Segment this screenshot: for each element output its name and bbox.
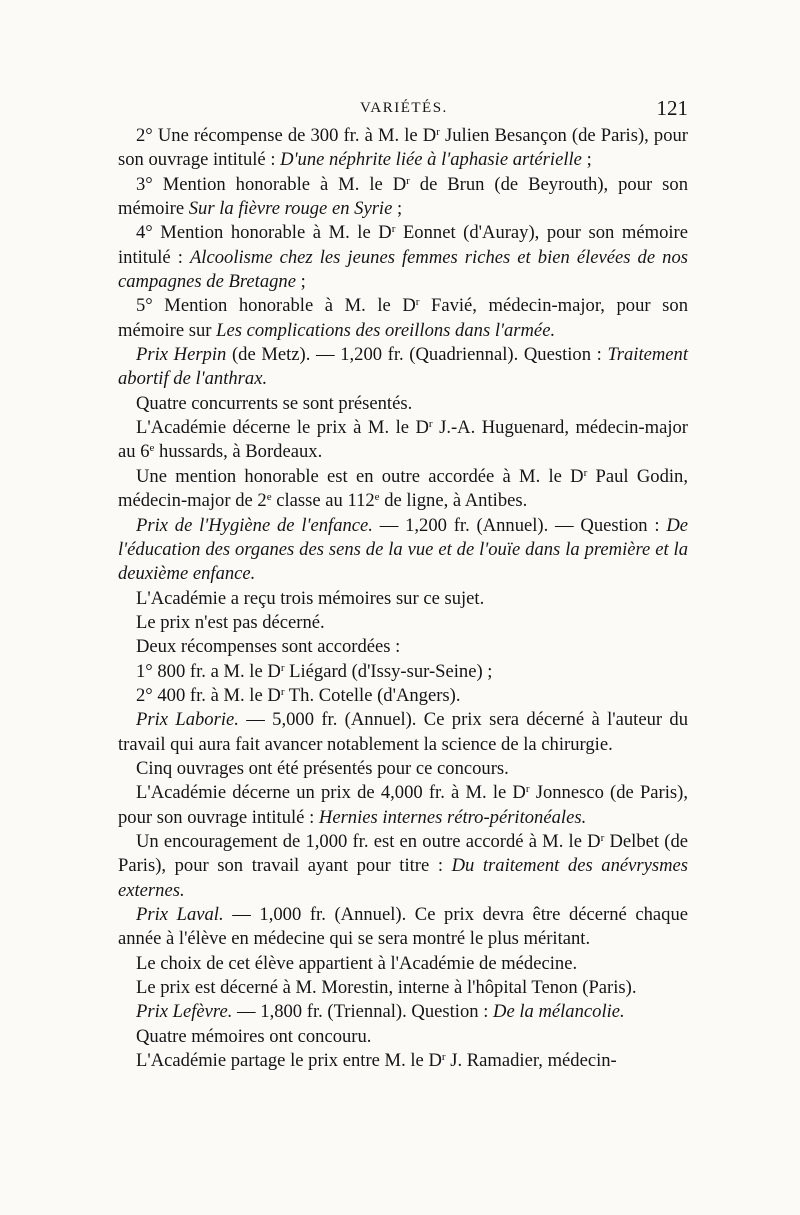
text-run: Cinq ouvrages ont été présentés pour ce concours. (136, 757, 509, 779)
italic-text: D'une néphrite liée à l'aphasie artérielle (280, 149, 582, 171)
paragraph (118, 392, 688, 416)
paragraph (118, 1000, 688, 1024)
italic-text: Prix Lefèvre. (136, 1001, 233, 1023)
body-text (118, 124, 688, 1073)
paragraph (118, 952, 688, 976)
superscript: r (406, 174, 410, 187)
text-run: L'Académie décerne le prix à M. le D (136, 417, 429, 439)
paragraph (118, 173, 688, 222)
text-run: Deux récompenses sont accordées : (136, 636, 401, 658)
text-run: L'Académie a reçu trois mémoires sur ce sujet. (136, 587, 485, 609)
paragraph (118, 514, 688, 587)
text-run: classe au 112 (271, 490, 375, 512)
text-run: Julien Besançon (de Paris), pour son ouvrage intitulé : (118, 125, 688, 171)
paragraph (118, 294, 688, 343)
paragraph (118, 684, 688, 708)
paragraph (118, 708, 688, 757)
paragraph (118, 221, 688, 294)
superscript: r (583, 466, 588, 479)
text-run: 5° Mention honorable à M. le D (136, 295, 416, 317)
italic-text: Prix Herpin (136, 344, 227, 366)
superscript: r (280, 685, 285, 698)
text-run: (de Metz). — 1,200 fr. (Quadriennal). Question : (226, 344, 608, 366)
text-run: Le prix n'est pas décerné. (136, 611, 325, 633)
page-number: 121 (656, 96, 688, 120)
superscript: r (441, 1051, 446, 1064)
text-run: Liégard (d'Issy-sur-Seine) ; (284, 660, 493, 682)
text-run: Quatre mémoires ont concouru. (136, 1025, 372, 1047)
paragraph (118, 635, 688, 659)
paragraph (118, 830, 688, 903)
text-run: Paul Godin, médecin-major de 2 (118, 465, 688, 512)
paragraph (118, 1025, 688, 1049)
paragraph (118, 343, 688, 392)
running-head: VARIÉTÉS. (360, 100, 448, 116)
italic-text: Prix de l'Hygiène de l'enfance. (136, 514, 373, 536)
text-run: hussards, à Bordeaux. (154, 441, 323, 463)
text-run: Jonnesco (de Paris), pour son ouvrage intitulé : (118, 782, 688, 828)
text-run: 2° Une récompense de 300 fr. à M. le D (136, 125, 437, 146)
italic-text: De l'éducation des organes des sens de la vue et de l'ouïe dans la première et la deuxième enfance. (118, 514, 688, 585)
paragraph (118, 976, 688, 1000)
text-run: de ligne, à Antibes. (379, 490, 528, 512)
text-run: 1° 800 fr. a M. le D (136, 660, 281, 682)
superscript: r (600, 831, 605, 844)
text-run: 2° 400 fr. à M. le D (136, 684, 281, 706)
text-run: 3° Mention honorable à M. le D (136, 173, 407, 195)
text-run: ; (295, 271, 306, 293)
italic-text: Sur la fièvre rouge en Syrie (188, 198, 393, 220)
paragraph (118, 757, 688, 781)
italic-text: Les complications des oreillons dans l'armée. (216, 319, 556, 341)
text-run: Favié, médecin-major, pour son mémoire sur (118, 295, 688, 341)
italic-text: Hernies internes rétro-péritonéales. (318, 806, 587, 828)
italic-text: Prix Laval. (136, 904, 224, 925)
text-run: — 1,000 fr. (Annuel). Ce prix devra être décerné chaque année à l'élève en médecine qui se sera montré le plus méritant. (118, 904, 688, 950)
text-run: de Brun (de Beyrouth), pour son mémoire (118, 173, 689, 220)
italic-text: Traitement abortif de l'anthrax. (118, 344, 689, 390)
paragraph (118, 660, 688, 684)
italic-text: Du traitement des anévrysmes externes. (118, 855, 689, 901)
text-run: Delbet (de Paris), pour son travail ayant pour titre : (118, 830, 688, 877)
text-run: L'Académie partage le prix entre M. le D (136, 1050, 442, 1072)
paragraph (118, 903, 688, 952)
page-header (118, 96, 688, 126)
superscript: r (525, 783, 530, 796)
italic-text: Prix Laborie. (136, 709, 239, 731)
text-run: — 5,000 fr. (Annuel). Ce prix sera décerné à l'auteur du travail qui aura fait avancer notablement la science de la chirurgie. (118, 709, 688, 755)
text-run: — 1,200 fr. (Annuel). — Question : (372, 514, 667, 536)
paragraph (118, 611, 688, 635)
paragraph (118, 124, 688, 173)
superscript: e (374, 491, 380, 504)
paragraph (118, 1049, 688, 1073)
superscript: r (280, 661, 285, 674)
text-run: Le choix de cet élève appartient à l'Académie de médecine. (136, 952, 578, 974)
superscript: r (391, 223, 396, 236)
paragraph (118, 781, 688, 830)
text-run: ; (581, 149, 592, 171)
paragraph (118, 465, 688, 514)
superscript: e (149, 442, 155, 455)
text-run: ; (392, 198, 403, 220)
superscript: e (266, 491, 272, 504)
text-run: Th. Cotelle (d'Angers). (284, 684, 461, 706)
text-run: Quatre concurrents se sont présentés. (136, 392, 413, 414)
text-run: L'Académie décerne un prix de 4,000 fr. à M. le D (136, 782, 526, 804)
text-run: 4° Mention honorable à M. le D (136, 222, 392, 244)
text-run: J.-A. Huguenard, médecin-major au 6 (118, 417, 689, 463)
text-run: Un encouragement de 1,000 fr. est en outre accordé à M. le D (136, 830, 601, 852)
superscript: r (415, 296, 420, 309)
text-run: J. Ramadier, médecin- (445, 1050, 617, 1072)
italic-text: Alcoolisme chez les jeunes femmes riches et bien élevées de nos campagnes de Bretagne (118, 246, 688, 293)
text-run: Le prix est décerné à M. Morestin, interne à l'hôpital Tenon (Paris). (136, 977, 637, 999)
superscript: r (436, 126, 440, 138)
text-run: — 1,800 fr. (Triennal). Question : (232, 1001, 494, 1023)
superscript: r (428, 418, 433, 431)
text-run: Eonnet (d'Auray), pour son mémoire intitulé : (118, 222, 688, 268)
italic-text: De la mélancolie. (493, 1001, 625, 1023)
text-run: Une mention honorable est en outre accordée à M. le D (136, 465, 584, 487)
paragraph (118, 587, 688, 611)
paragraph (118, 416, 688, 465)
